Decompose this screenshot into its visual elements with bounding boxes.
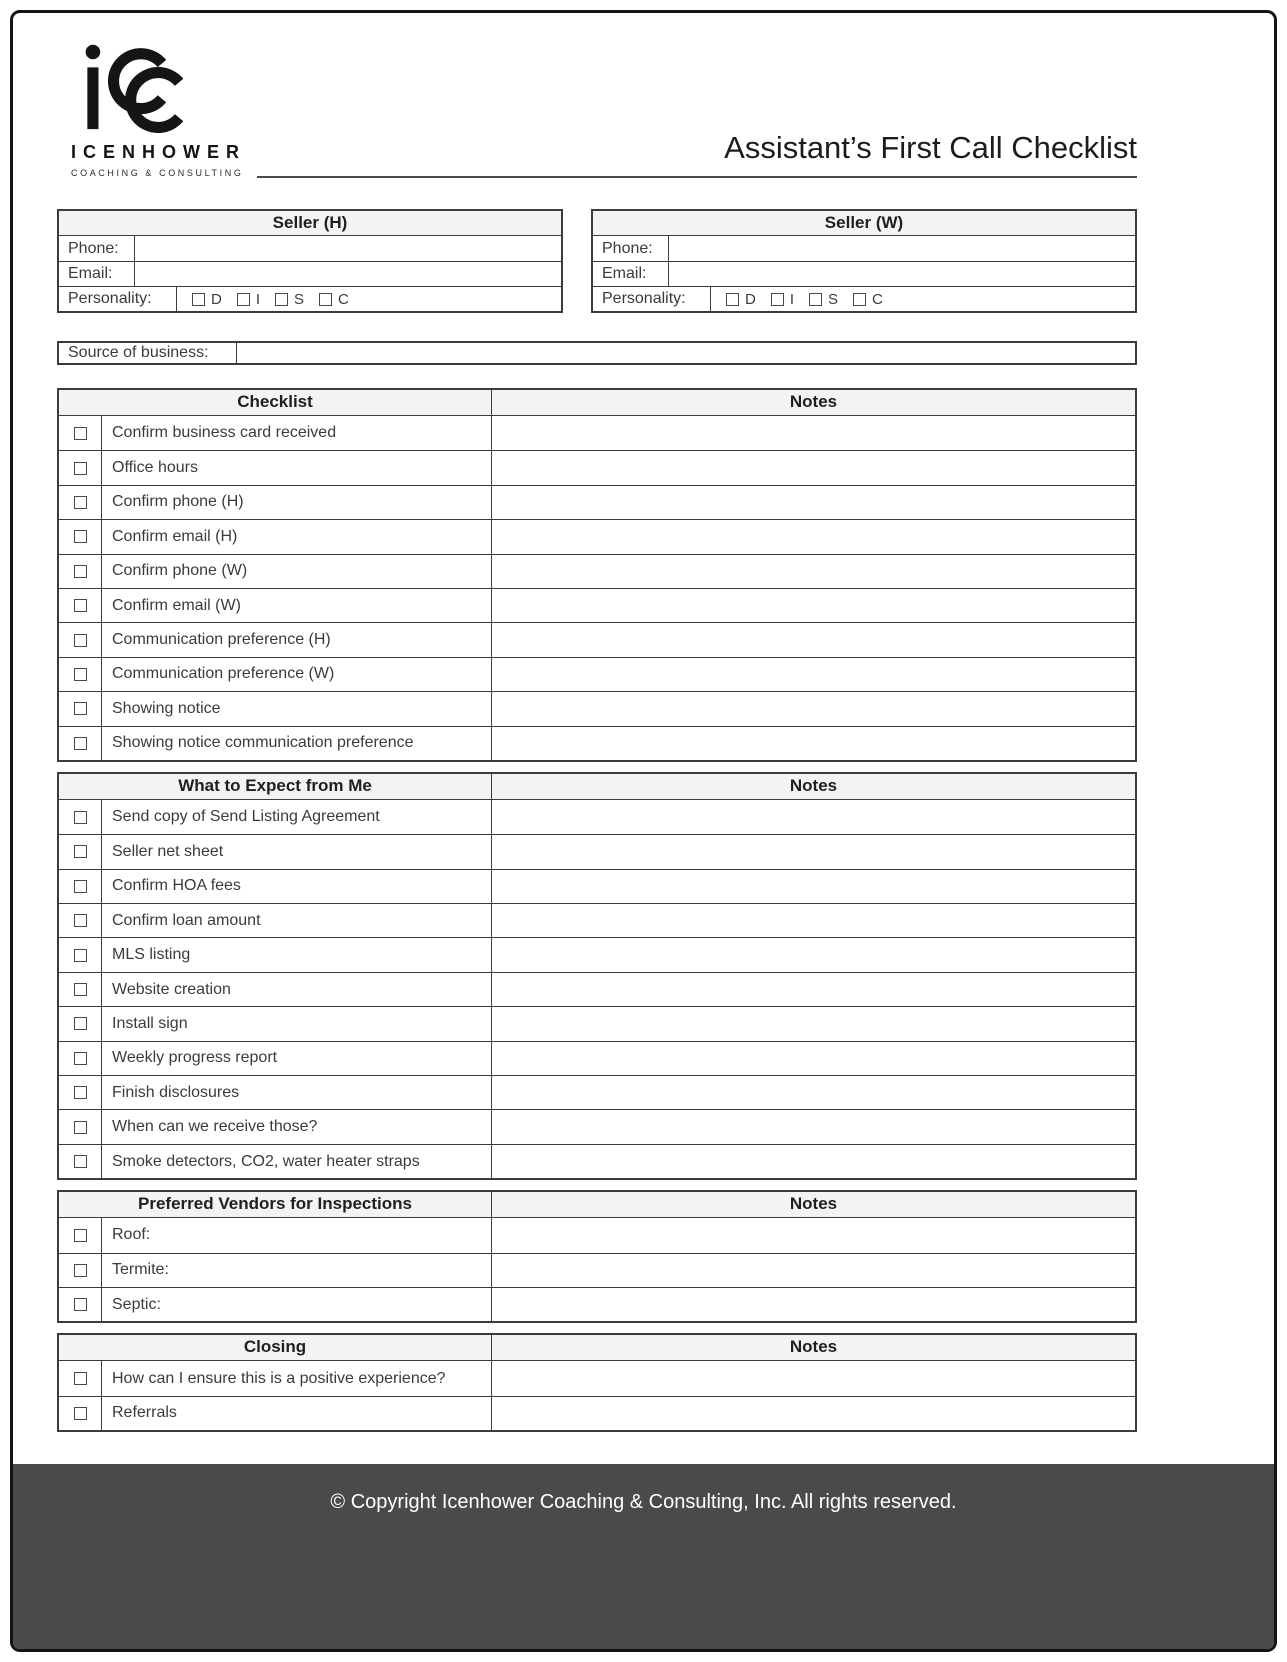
section-rows bbox=[59, 1361, 1135, 1430]
disc-option-c[interactable] bbox=[319, 291, 349, 308]
item-notes-cell[interactable] bbox=[492, 800, 1135, 834]
item-row bbox=[59, 1253, 1135, 1287]
item-row bbox=[59, 416, 1135, 450]
checkbox-icon bbox=[74, 914, 87, 927]
checkbox-icon bbox=[74, 811, 87, 824]
item-label: Confirm email (W) bbox=[102, 589, 492, 622]
item-checkbox[interactable] bbox=[59, 1288, 102, 1321]
section-title: Preferred Vendors for Inspections bbox=[59, 1192, 492, 1217]
section-title: Closing bbox=[59, 1335, 492, 1360]
item-label: Termite: bbox=[102, 1254, 492, 1287]
item-row bbox=[59, 622, 1135, 656]
item-row bbox=[59, 1361, 1135, 1395]
checkbox-icon bbox=[74, 1264, 87, 1277]
item-row bbox=[59, 1109, 1135, 1143]
checkbox-icon bbox=[192, 293, 205, 306]
checkbox-icon bbox=[74, 1155, 87, 1168]
item-label: Septic: bbox=[102, 1288, 492, 1321]
source-of-business-row bbox=[57, 341, 1137, 365]
section-header bbox=[59, 1192, 1135, 1218]
item-label: Confirm phone (H) bbox=[102, 486, 492, 519]
item-label: Confirm HOA fees bbox=[102, 870, 492, 903]
seller-tables bbox=[57, 209, 1137, 313]
sections bbox=[57, 388, 1137, 1432]
personality-label: Personality: bbox=[593, 287, 711, 311]
item-checkbox[interactable] bbox=[59, 486, 102, 519]
page-header bbox=[57, 40, 1137, 178]
disc-option-label: D bbox=[211, 290, 222, 308]
checkbox-icon bbox=[74, 845, 87, 858]
checkbox-icon bbox=[74, 1372, 87, 1385]
page-content bbox=[13, 13, 1274, 1432]
seller-h-table bbox=[57, 209, 563, 313]
copyright-text: © Copyright Icenhower Coaching & Consulting, Inc. All rights reserved. bbox=[330, 1491, 957, 1513]
item-label: Communication preference (W) bbox=[102, 658, 492, 691]
checkbox-icon bbox=[74, 496, 87, 509]
item-checkbox[interactable] bbox=[59, 1076, 102, 1109]
source-of-business-label: Source of business: bbox=[59, 343, 237, 363]
checkbox-icon bbox=[275, 293, 288, 306]
item-label: Roof: bbox=[102, 1218, 492, 1252]
item-checkbox[interactable] bbox=[59, 555, 102, 588]
checkbox-icon bbox=[74, 949, 87, 962]
disc-option-label: I bbox=[789, 290, 795, 308]
item-row bbox=[59, 834, 1135, 868]
item-checkbox[interactable] bbox=[59, 1218, 102, 1252]
icc-logo-icon bbox=[79, 40, 208, 136]
item-checkbox[interactable] bbox=[59, 520, 102, 553]
item-row bbox=[59, 1006, 1135, 1040]
item-notes-cell[interactable] bbox=[492, 870, 1135, 903]
item-checkbox[interactable] bbox=[59, 416, 102, 450]
checkbox-icon bbox=[74, 599, 87, 612]
disc-option-s[interactable] bbox=[275, 291, 304, 308]
item-checkbox[interactable] bbox=[59, 727, 102, 760]
item-label: Confirm business card received bbox=[102, 416, 492, 450]
item-checkbox[interactable] bbox=[59, 623, 102, 656]
section-notes-label: Notes bbox=[789, 1194, 838, 1214]
item-row bbox=[59, 588, 1135, 622]
section-notes-label: Notes bbox=[789, 775, 838, 795]
checkbox-icon bbox=[74, 1017, 87, 1030]
checkbox-icon bbox=[74, 427, 87, 440]
checklist-section bbox=[57, 1333, 1137, 1432]
checkbox-icon bbox=[809, 293, 822, 306]
item-label: Finish disclosures bbox=[102, 1076, 492, 1109]
checkbox-icon bbox=[74, 530, 87, 543]
seller-w-personality-row bbox=[593, 286, 1135, 311]
checkbox-icon bbox=[74, 1229, 87, 1242]
logo-tagline-text: COACHING & CONSULTING bbox=[71, 168, 244, 178]
disc-option-label: I bbox=[255, 290, 261, 308]
disc-option-i[interactable] bbox=[771, 291, 794, 308]
item-row bbox=[59, 691, 1135, 725]
item-checkbox[interactable] bbox=[59, 1007, 102, 1040]
seller-h-title: Seller (H) bbox=[59, 211, 561, 236]
item-notes-cell[interactable] bbox=[492, 727, 1135, 760]
seller-w-email-row bbox=[593, 261, 1135, 286]
checkbox-icon bbox=[74, 983, 87, 996]
item-label: Weekly progress report bbox=[102, 1042, 492, 1075]
item-notes-cell[interactable] bbox=[492, 451, 1135, 484]
item-row bbox=[59, 450, 1135, 484]
item-label: Confirm phone (W) bbox=[102, 555, 492, 588]
item-notes-cell[interactable] bbox=[492, 1254, 1135, 1287]
checklist-section bbox=[57, 388, 1137, 762]
item-row bbox=[59, 726, 1135, 760]
item-checkbox[interactable] bbox=[59, 589, 102, 622]
seller-w-email-field[interactable] bbox=[669, 262, 1135, 286]
seller-h-email-field[interactable] bbox=[135, 262, 561, 286]
item-notes-cell[interactable] bbox=[492, 589, 1135, 622]
item-checkbox[interactable] bbox=[59, 800, 102, 834]
phone-label: Phone: bbox=[593, 236, 669, 261]
disc-option-label: S bbox=[828, 290, 839, 308]
item-checkbox[interactable] bbox=[59, 1361, 102, 1395]
item-notes-cell[interactable] bbox=[492, 623, 1135, 656]
item-label: Showing notice bbox=[102, 692, 492, 725]
disc-option-label: S bbox=[294, 290, 305, 308]
item-row bbox=[59, 1218, 1135, 1252]
item-checkbox[interactable] bbox=[59, 904, 102, 937]
checklist-section bbox=[57, 1190, 1137, 1323]
section-header bbox=[59, 774, 1135, 800]
checkbox-icon bbox=[74, 634, 87, 647]
logo-block bbox=[57, 40, 257, 178]
item-notes-cell[interactable] bbox=[492, 1007, 1135, 1040]
item-notes-cell[interactable] bbox=[492, 1076, 1135, 1109]
section-title: What to Expect from Me bbox=[59, 774, 492, 799]
personality-label: Personality: bbox=[59, 287, 177, 311]
item-row bbox=[59, 1287, 1135, 1321]
checkbox-icon bbox=[771, 293, 784, 306]
item-row bbox=[59, 869, 1135, 903]
disc-option-c[interactable] bbox=[853, 291, 883, 308]
item-label: When can we receive those? bbox=[102, 1110, 492, 1143]
item-row bbox=[59, 800, 1135, 834]
item-checkbox[interactable] bbox=[59, 692, 102, 725]
item-notes-cell[interactable] bbox=[492, 1218, 1135, 1252]
item-notes-cell[interactable] bbox=[492, 1361, 1135, 1395]
item-notes-cell[interactable] bbox=[492, 1288, 1135, 1321]
item-checkbox[interactable] bbox=[59, 1254, 102, 1287]
item-label: Send copy of Send Listing Agreement bbox=[102, 800, 492, 834]
checkbox-icon bbox=[237, 293, 250, 306]
copyright-footer bbox=[13, 1464, 1274, 1649]
item-row bbox=[59, 657, 1135, 691]
seller-w-disc-options bbox=[711, 287, 1135, 311]
checkbox-icon bbox=[853, 293, 866, 306]
item-label: Showing notice communication preference bbox=[102, 727, 492, 760]
seller-w-phone-row bbox=[593, 236, 1135, 261]
item-notes-cell[interactable] bbox=[492, 1397, 1135, 1430]
item-row bbox=[59, 937, 1135, 971]
source-of-business-field[interactable] bbox=[237, 343, 1135, 363]
item-label: Smoke detectors, CO2, water heater straps bbox=[102, 1145, 492, 1178]
item-checkbox[interactable] bbox=[59, 1042, 102, 1075]
disc-option-s[interactable] bbox=[809, 291, 838, 308]
section-header bbox=[59, 1335, 1135, 1361]
seller-h-disc-options bbox=[177, 287, 561, 311]
checkbox-icon bbox=[74, 462, 87, 475]
section-notes-label: Notes bbox=[789, 392, 838, 411]
section-notes-label: Notes bbox=[789, 1337, 838, 1357]
item-label: Confirm email (H) bbox=[102, 520, 492, 553]
item-notes-cell[interactable] bbox=[492, 658, 1135, 691]
document-page bbox=[10, 10, 1277, 1652]
item-label: Confirm loan amount bbox=[102, 904, 492, 937]
section-rows bbox=[59, 416, 1135, 760]
item-notes-cell[interactable] bbox=[492, 692, 1135, 725]
item-label: Website creation bbox=[102, 973, 492, 1006]
item-checkbox[interactable] bbox=[59, 1110, 102, 1143]
item-label: Communication preference (H) bbox=[102, 623, 492, 656]
item-notes-cell[interactable] bbox=[492, 486, 1135, 519]
seller-w-title: Seller (W) bbox=[593, 211, 1135, 236]
item-checkbox[interactable] bbox=[59, 451, 102, 484]
item-notes-cell[interactable] bbox=[492, 835, 1135, 868]
item-row bbox=[59, 554, 1135, 588]
logo-brand-text: ICENHOWER bbox=[71, 142, 246, 162]
item-notes-cell[interactable] bbox=[492, 416, 1135, 450]
checkbox-icon bbox=[74, 1407, 87, 1420]
item-checkbox[interactable] bbox=[59, 973, 102, 1006]
item-row bbox=[59, 903, 1135, 937]
item-label: Office hours bbox=[102, 451, 492, 484]
seller-w-table bbox=[591, 209, 1137, 313]
item-row bbox=[59, 1144, 1135, 1178]
email-label: Email: bbox=[59, 262, 135, 286]
item-row bbox=[59, 485, 1135, 519]
seller-w-phone-field[interactable] bbox=[669, 236, 1135, 261]
page-title: Assistant’s First Call Checklist bbox=[724, 130, 1137, 165]
disc-option-d[interactable] bbox=[726, 291, 756, 308]
seller-h-phone-field[interactable] bbox=[135, 236, 561, 261]
disc-option-label: C bbox=[338, 290, 349, 308]
item-notes-cell[interactable] bbox=[492, 1110, 1135, 1143]
item-notes-cell[interactable] bbox=[492, 1042, 1135, 1075]
title-rule bbox=[257, 130, 1137, 178]
item-label: Seller net sheet bbox=[102, 835, 492, 868]
item-checkbox[interactable] bbox=[59, 658, 102, 691]
disc-option-label: C bbox=[872, 290, 883, 308]
section-header bbox=[59, 390, 1135, 416]
item-label: MLS listing bbox=[102, 938, 492, 971]
item-checkbox[interactable] bbox=[59, 938, 102, 971]
item-row bbox=[59, 1075, 1135, 1109]
section-rows bbox=[59, 1218, 1135, 1321]
checkbox-icon bbox=[74, 880, 87, 893]
item-checkbox[interactable] bbox=[59, 835, 102, 868]
item-label: Referrals bbox=[102, 1397, 492, 1430]
item-notes-cell[interactable] bbox=[492, 520, 1135, 553]
disc-option-label: D bbox=[745, 290, 756, 308]
phone-label: Phone: bbox=[59, 236, 135, 261]
item-notes-cell[interactable] bbox=[492, 555, 1135, 588]
checkbox-icon bbox=[74, 1052, 87, 1065]
item-label: Install sign bbox=[102, 1007, 492, 1040]
item-notes-cell[interactable] bbox=[492, 973, 1135, 1006]
checkbox-icon bbox=[74, 737, 87, 750]
item-row bbox=[59, 1396, 1135, 1430]
seller-h-personality-row bbox=[59, 286, 561, 311]
checkbox-icon bbox=[74, 702, 87, 715]
checkbox-icon bbox=[74, 1121, 87, 1134]
checkbox-icon bbox=[74, 1086, 87, 1099]
checkbox-icon bbox=[74, 1298, 87, 1311]
item-notes-cell[interactable] bbox=[492, 1145, 1135, 1178]
item-checkbox[interactable] bbox=[59, 1145, 102, 1178]
disc-option-d[interactable] bbox=[192, 291, 222, 308]
seller-h-email-row bbox=[59, 261, 561, 286]
item-label: How can I ensure this is a positive experience? bbox=[102, 1361, 492, 1395]
item-notes-cell[interactable] bbox=[492, 904, 1135, 937]
checkbox-icon bbox=[74, 668, 87, 681]
item-checkbox[interactable] bbox=[59, 1397, 102, 1430]
item-row bbox=[59, 972, 1135, 1006]
checklist-section bbox=[57, 772, 1137, 1180]
checkbox-icon bbox=[726, 293, 739, 306]
checkbox-icon bbox=[74, 565, 87, 578]
email-label: Email: bbox=[593, 262, 669, 286]
section-rows bbox=[59, 800, 1135, 1178]
item-row bbox=[59, 1041, 1135, 1075]
disc-option-i[interactable] bbox=[237, 291, 260, 308]
seller-h-phone-row bbox=[59, 236, 561, 261]
checkbox-icon bbox=[319, 293, 332, 306]
item-row bbox=[59, 519, 1135, 553]
item-notes-cell[interactable] bbox=[492, 938, 1135, 971]
item-checkbox[interactable] bbox=[59, 870, 102, 903]
section-title: Checklist bbox=[59, 390, 492, 415]
